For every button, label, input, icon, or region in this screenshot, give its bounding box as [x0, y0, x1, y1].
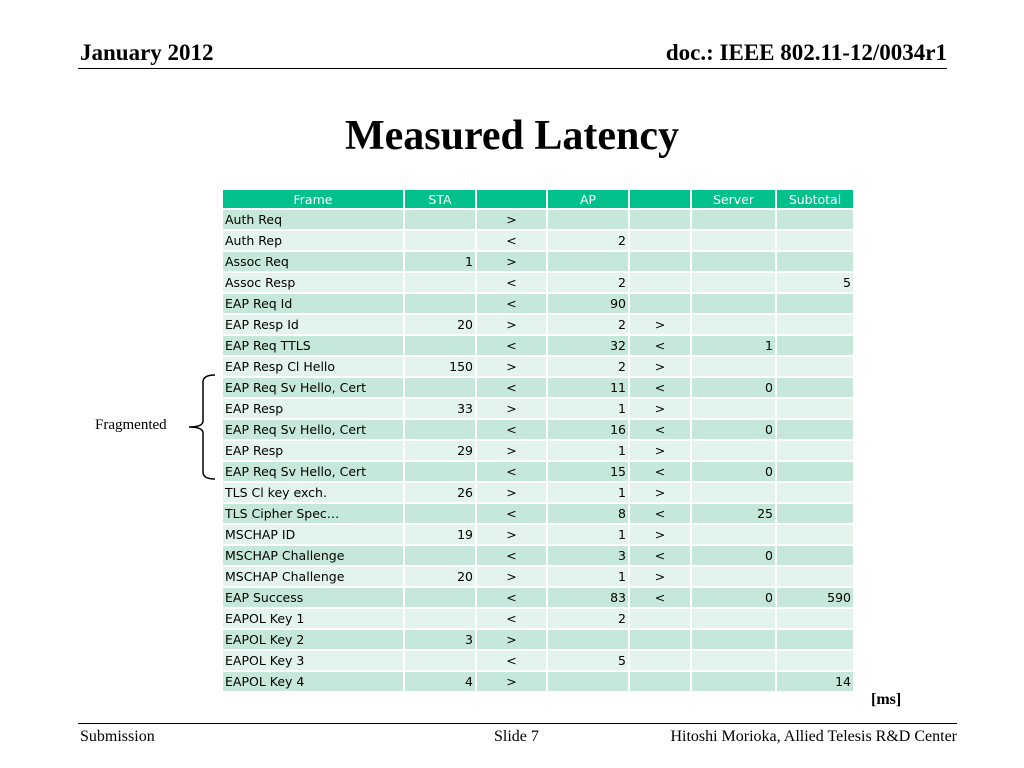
sta-cell	[404, 608, 476, 629]
footer-slide-number: Slide 7	[494, 728, 539, 745]
frame-cell: EAPOL Key 4	[222, 671, 404, 692]
table-row	[222, 272, 854, 293]
ap-server-direction-cell	[629, 671, 691, 692]
fragmented-brace	[186, 374, 218, 480]
header-rule	[78, 68, 947, 69]
table-row	[222, 251, 854, 272]
ap-cell: 1	[547, 440, 629, 461]
frame-cell: EAP Resp Id	[222, 314, 404, 335]
ap-cell: 2	[547, 272, 629, 293]
sta-ap-direction-cell: <	[476, 545, 547, 566]
sta-ap-direction-cell: >	[476, 314, 547, 335]
sta-ap-direction-cell: >	[476, 629, 547, 650]
table-row	[222, 398, 854, 419]
header-date: January 2012	[80, 40, 214, 65]
footer-rule	[78, 723, 957, 724]
ap-server-direction-cell	[629, 293, 691, 314]
sta-ap-direction-cell: <	[476, 335, 547, 356]
latency-table	[221, 188, 855, 693]
ap-cell: 8	[547, 503, 629, 524]
sta-cell	[404, 377, 476, 398]
subtotal-cell	[776, 251, 854, 272]
ap-cell	[547, 629, 629, 650]
ap-server-direction-cell: <	[629, 587, 691, 608]
subtotal-cell	[776, 314, 854, 335]
table-row	[222, 314, 854, 335]
ap-server-direction-cell: >	[629, 440, 691, 461]
subtotal-cell	[776, 440, 854, 461]
sta-cell: 20	[404, 314, 476, 335]
sta-cell	[404, 335, 476, 356]
frame-cell: EAPOL Key 3	[222, 650, 404, 671]
ap-server-direction-cell: <	[629, 377, 691, 398]
server-cell: 0	[691, 461, 776, 482]
units-label: [ms]	[871, 691, 902, 708]
sta-ap-direction-cell: <	[476, 293, 547, 314]
subtotal-cell	[776, 461, 854, 482]
sta-cell: 150	[404, 356, 476, 377]
latency-table-body	[222, 189, 854, 692]
frame-cell: Assoc Req	[222, 251, 404, 272]
frame-cell: EAPOL Key 1	[222, 608, 404, 629]
footer-submission: Submission	[80, 728, 155, 745]
frame-cell: TLS Cl key exch.	[222, 482, 404, 503]
subtotal-cell	[776, 335, 854, 356]
server-cell	[691, 650, 776, 671]
ap-cell: 2	[547, 356, 629, 377]
subtotal-cell	[776, 608, 854, 629]
server-cell: 0	[691, 545, 776, 566]
table-row	[222, 650, 854, 671]
ap-server-direction-cell	[629, 650, 691, 671]
column-header: Frame	[222, 189, 404, 209]
ap-cell: 5	[547, 650, 629, 671]
table-row	[222, 230, 854, 251]
ap-cell: 3	[547, 545, 629, 566]
ap-server-direction-cell: >	[629, 482, 691, 503]
sta-cell: 3	[404, 629, 476, 650]
server-cell	[691, 524, 776, 545]
sta-cell	[404, 419, 476, 440]
subtotal-cell: 5	[776, 272, 854, 293]
column-header: Subtotal	[776, 189, 854, 209]
sta-ap-direction-cell: <	[476, 461, 547, 482]
server-cell	[691, 566, 776, 587]
table-row	[222, 545, 854, 566]
sta-ap-direction-cell: >	[476, 524, 547, 545]
ap-server-direction-cell	[629, 608, 691, 629]
ap-cell: 1	[547, 566, 629, 587]
sta-ap-direction-cell: <	[476, 377, 547, 398]
fragmented-label: Fragmented	[95, 417, 167, 433]
ap-server-direction-cell: <	[629, 335, 691, 356]
frame-cell: Assoc Resp	[222, 272, 404, 293]
ap-server-direction-cell: <	[629, 545, 691, 566]
sta-ap-direction-cell: >	[476, 356, 547, 377]
sta-ap-direction-cell: >	[476, 209, 547, 230]
server-cell	[691, 356, 776, 377]
frame-cell: MSCHAP ID	[222, 524, 404, 545]
sta-ap-direction-cell: <	[476, 503, 547, 524]
subtotal-cell: 590	[776, 587, 854, 608]
frame-cell: MSCHAP Challenge	[222, 545, 404, 566]
frame-cell: EAP Resp	[222, 398, 404, 419]
server-cell: 0	[691, 377, 776, 398]
sta-ap-direction-cell: <	[476, 587, 547, 608]
slide-title: Measured Latency	[344, 113, 679, 159]
column-header: AP	[547, 189, 629, 209]
table-row	[222, 566, 854, 587]
sta-cell: 20	[404, 566, 476, 587]
ap-cell: 16	[547, 419, 629, 440]
subtotal-cell	[776, 566, 854, 587]
sta-cell	[404, 650, 476, 671]
subtotal-cell	[776, 230, 854, 251]
server-cell	[691, 314, 776, 335]
server-cell	[691, 293, 776, 314]
ap-server-direction-cell	[629, 230, 691, 251]
ap-cell: 1	[547, 398, 629, 419]
ap-cell: 2	[547, 608, 629, 629]
frame-cell: EAP Req Sv Hello, Cert	[222, 461, 404, 482]
table-row	[222, 671, 854, 692]
sta-cell: 19	[404, 524, 476, 545]
subtotal-cell	[776, 482, 854, 503]
column-header: Server	[691, 189, 776, 209]
ap-cell: 1	[547, 482, 629, 503]
server-cell	[691, 482, 776, 503]
subtotal-cell	[776, 650, 854, 671]
sta-cell: 1	[404, 251, 476, 272]
sta-ap-direction-cell: <	[476, 272, 547, 293]
table-row	[222, 440, 854, 461]
ap-server-direction-cell	[629, 629, 691, 650]
column-header	[476, 189, 547, 209]
ap-server-direction-cell: >	[629, 524, 691, 545]
table-row	[222, 293, 854, 314]
subtotal-cell	[776, 209, 854, 230]
ap-server-direction-cell: >	[629, 356, 691, 377]
sta-cell: 29	[404, 440, 476, 461]
ap-server-direction-cell: >	[629, 314, 691, 335]
sta-ap-direction-cell: >	[476, 671, 547, 692]
frame-cell: TLS Cipher Spec…	[222, 503, 404, 524]
frame-cell: Auth Rep	[222, 230, 404, 251]
ap-cell: 11	[547, 377, 629, 398]
table-row	[222, 608, 854, 629]
ap-cell	[547, 671, 629, 692]
table-row	[222, 482, 854, 503]
subtotal-cell	[776, 356, 854, 377]
ap-cell: 1	[547, 524, 629, 545]
table-row	[222, 461, 854, 482]
ap-cell: 2	[547, 314, 629, 335]
sta-cell	[404, 587, 476, 608]
frame-cell: EAP Resp	[222, 440, 404, 461]
sta-cell	[404, 461, 476, 482]
sta-ap-direction-cell: <	[476, 230, 547, 251]
table-row	[222, 419, 854, 440]
column-header: STA	[404, 189, 476, 209]
table-row	[222, 377, 854, 398]
subtotal-cell	[776, 503, 854, 524]
ap-cell: 2	[547, 230, 629, 251]
server-cell	[691, 629, 776, 650]
frame-cell: EAP Req TTLS	[222, 335, 404, 356]
ap-server-direction-cell: <	[629, 419, 691, 440]
sta-cell: 4	[404, 671, 476, 692]
subtotal-cell	[776, 419, 854, 440]
subtotal-cell	[776, 524, 854, 545]
server-cell	[691, 671, 776, 692]
frame-cell: EAP Req Sv Hello, Cert	[222, 377, 404, 398]
subtotal-cell	[776, 293, 854, 314]
subtotal-cell	[776, 629, 854, 650]
server-cell	[691, 608, 776, 629]
server-cell: 25	[691, 503, 776, 524]
ap-server-direction-cell: >	[629, 566, 691, 587]
ap-cell	[547, 251, 629, 272]
sta-cell	[404, 503, 476, 524]
frame-cell: MSCHAP Challenge	[222, 566, 404, 587]
ap-cell	[547, 209, 629, 230]
frame-cell: EAP Req Sv Hello, Cert	[222, 419, 404, 440]
table-row	[222, 209, 854, 230]
server-cell	[691, 209, 776, 230]
server-cell: 0	[691, 419, 776, 440]
ap-cell: 32	[547, 335, 629, 356]
sta-cell	[404, 293, 476, 314]
server-cell: 0	[691, 587, 776, 608]
table-row	[222, 587, 854, 608]
sta-cell	[404, 230, 476, 251]
frame-cell: EAPOL Key 2	[222, 629, 404, 650]
column-header	[629, 189, 691, 209]
table-row	[222, 629, 854, 650]
sta-cell	[404, 209, 476, 230]
table-row	[222, 503, 854, 524]
server-cell	[691, 251, 776, 272]
subtotal-cell: 14	[776, 671, 854, 692]
sta-ap-direction-cell: >	[476, 251, 547, 272]
table-header-row	[222, 189, 854, 209]
subtotal-cell	[776, 398, 854, 419]
frame-cell: EAP Req Id	[222, 293, 404, 314]
ap-server-direction-cell	[629, 272, 691, 293]
ap-server-direction-cell: >	[629, 398, 691, 419]
sta-cell	[404, 545, 476, 566]
sta-ap-direction-cell: >	[476, 440, 547, 461]
ap-server-direction-cell: <	[629, 503, 691, 524]
sta-ap-direction-cell: >	[476, 566, 547, 587]
server-cell	[691, 440, 776, 461]
ap-server-direction-cell	[629, 251, 691, 272]
sta-cell: 33	[404, 398, 476, 419]
ap-cell: 15	[547, 461, 629, 482]
ap-server-direction-cell: <	[629, 461, 691, 482]
sta-ap-direction-cell: <	[476, 608, 547, 629]
table-row	[222, 356, 854, 377]
subtotal-cell	[776, 545, 854, 566]
header-doc-id: doc.: IEEE 802.11-12/0034r1	[665, 40, 947, 65]
table-row	[222, 335, 854, 356]
frame-cell: EAP Success	[222, 587, 404, 608]
server-cell	[691, 272, 776, 293]
server-cell	[691, 398, 776, 419]
frame-cell: EAP Resp Cl Hello	[222, 356, 404, 377]
server-cell	[691, 230, 776, 251]
ap-server-direction-cell	[629, 209, 691, 230]
frame-cell: Auth Req	[222, 209, 404, 230]
sta-ap-direction-cell: <	[476, 650, 547, 671]
table-row	[222, 524, 854, 545]
sta-ap-direction-cell: <	[476, 419, 547, 440]
subtotal-cell	[776, 377, 854, 398]
sta-cell: 26	[404, 482, 476, 503]
sta-ap-direction-cell: >	[476, 398, 547, 419]
sta-cell	[404, 272, 476, 293]
sta-ap-direction-cell: >	[476, 482, 547, 503]
footer-author: Hitoshi Morioka, Allied Telesis R&D Center	[670, 728, 957, 745]
ap-cell: 83	[547, 587, 629, 608]
ap-cell: 90	[547, 293, 629, 314]
server-cell: 1	[691, 335, 776, 356]
